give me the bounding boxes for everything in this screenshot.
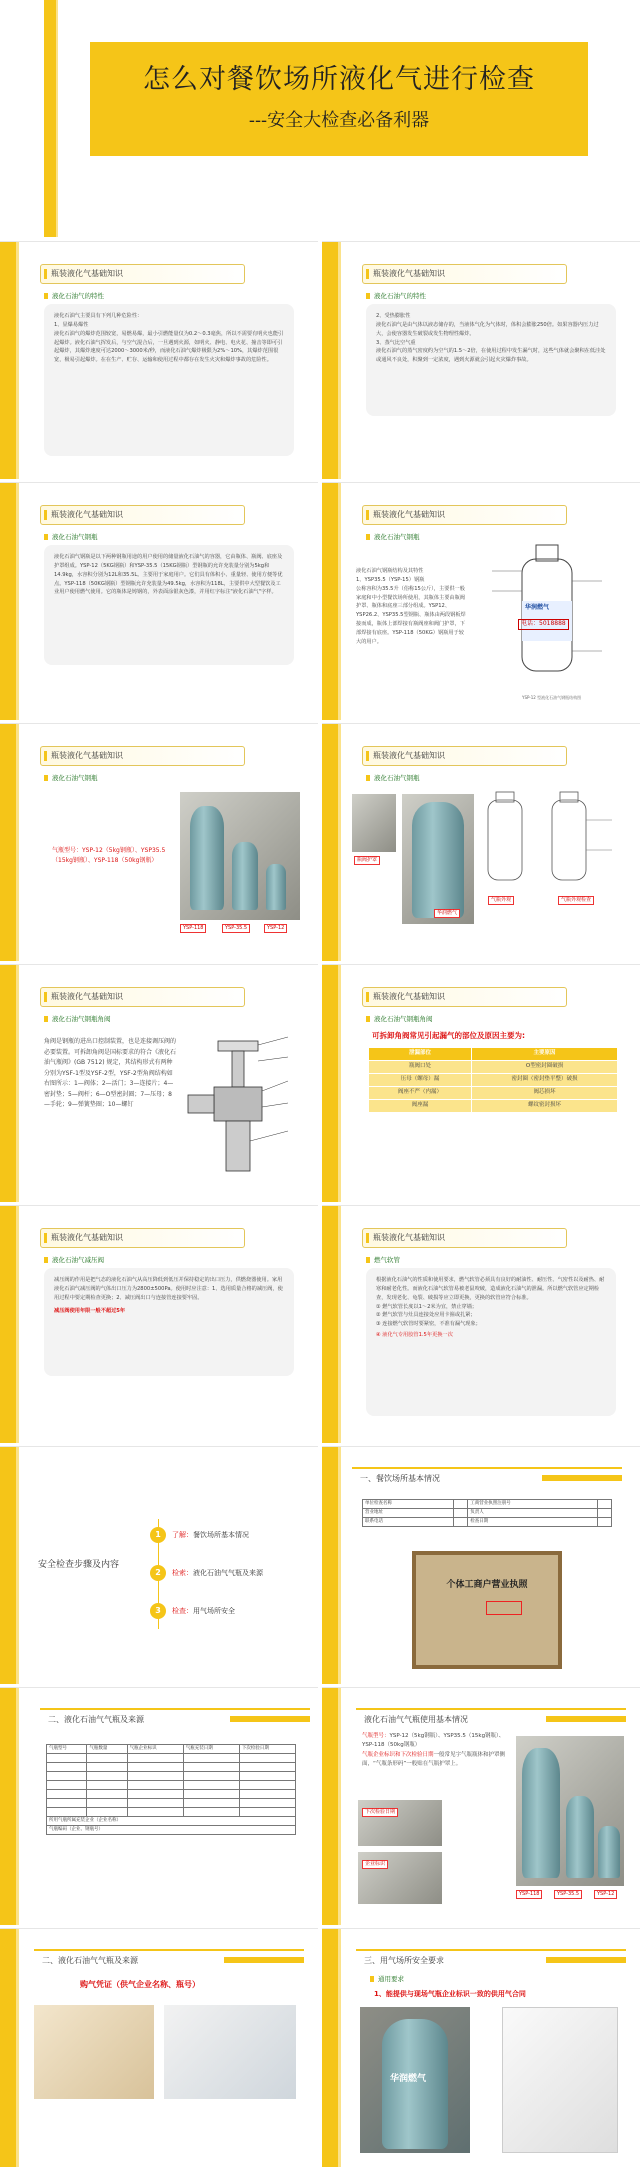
slide-bar-light bbox=[16, 1929, 19, 2167]
slide-purchase-voucher bbox=[0, 1928, 318, 2167]
slide-lpg-properties-1 bbox=[0, 241, 318, 479]
table-row bbox=[369, 1099, 618, 1112]
cover-subtitle: ---安全大检查必备利器 bbox=[248, 110, 430, 131]
leak-cause: 阀芯损坏 bbox=[472, 1086, 618, 1099]
slide-bar bbox=[322, 965, 338, 1202]
table-row bbox=[47, 1772, 296, 1781]
step-2 bbox=[150, 1565, 263, 1581]
regulator-text: 减压阀的作用是把气态的液化石油气从高压降低到低压并保持稳定的出口压力，供燃烧器使用。家用液化石油气减压阀的气体出口压力为2800±500Pa。使用时应注意：1、选用质量合格的减压阀，使用过程中要定期检查更换；2、减压阀出口与连接管连接要牢固。 bbox=[54, 1277, 283, 1301]
cylinder-photo bbox=[402, 794, 474, 924]
leak-part: 阀座不严（内漏） bbox=[369, 1086, 472, 1099]
table-cell bbox=[454, 1518, 468, 1527]
leak-cause: O型密封圈破损 bbox=[472, 1060, 618, 1073]
table-header-cell: 气瓶型号 bbox=[47, 1745, 87, 1754]
label-ysp118: YSP-118 bbox=[180, 924, 206, 933]
slide-tag: 瓶装液化气基础知识 bbox=[362, 1228, 567, 1248]
cover-title: 怎么对餐饮场所液化气进行检查 bbox=[143, 64, 535, 95]
table-header bbox=[47, 1745, 296, 1754]
label-ysp118: YSP-118 bbox=[516, 1890, 542, 1899]
cover-stripe bbox=[44, 0, 56, 237]
slide-bar-light bbox=[338, 1688, 341, 1925]
slide-bar bbox=[0, 483, 16, 720]
cover-title-box bbox=[90, 42, 588, 156]
voucher-photo-1 bbox=[34, 2005, 154, 2099]
slide-bar bbox=[0, 1206, 16, 1443]
license-photo bbox=[412, 1551, 562, 1669]
slide-venue-info bbox=[322, 1446, 640, 1684]
cylinder-phone-label: 电话：5018888 bbox=[518, 619, 569, 630]
slide-tag: 瓶装液化气基础知识 bbox=[40, 987, 245, 1007]
mark-company-id: 企业标识 bbox=[362, 1860, 388, 1869]
slide-textbox: 2、受热膨胀性 液化石油气是由气体以液态储存的，当液体气化为气体时，体积会膨胀250倍。如果容器内压力过大，会使容器发生破裂或发生物理性爆炸。 3、蒸气比空气重 液化石油气的蒸气密度约为空气的1.5～2倍，在使用过程中发生漏气时，这些气体就会聚积在低洼处或通风不良处，积聚到一定浓度，遇到火源就会引起火灾爆炸事故。 bbox=[366, 304, 616, 416]
leak-table bbox=[368, 1047, 618, 1113]
slide-bar bbox=[0, 1447, 16, 1684]
slide-bar bbox=[322, 1929, 338, 2167]
slide-subtag: 液化石油气钢瓶 bbox=[44, 533, 98, 542]
table-row bbox=[47, 1781, 296, 1790]
slide-bar bbox=[322, 242, 338, 479]
slide-angle-valve bbox=[0, 964, 318, 1202]
steps-heading: 安全检查步骤及内容 bbox=[38, 1560, 120, 1570]
cylinder-source-table bbox=[46, 1744, 296, 1835]
slide-bar bbox=[0, 242, 16, 479]
slide-bar bbox=[0, 1929, 16, 2167]
table-cell bbox=[597, 1509, 611, 1518]
slide-bar-light bbox=[338, 965, 341, 1202]
usage-models: YSP-12（5kg钢瓶）、YSP35.5（15kg钢瓶）、YSP-118（50kg钢瓶） bbox=[362, 1733, 505, 1749]
slide-text: 角阀是钢瓶的进出口控制装置，也是连接调压阀的必要装置。可拆卸角阀是国标要求的符合《液化石油气瓶阀》(GB 7512) 规定，其结构形式有两种分别为YSF-1型及YSF-2型，YSF-2型角阀结构如右图所示：1—阀体；2—活门；3—连接片；4—密封垫；5—阀杆；6—O型密封圈；7—压母；8—手轮；9—弹簧垫圈；10—螺钉 bbox=[44, 1038, 177, 1108]
slide-bar-light bbox=[16, 965, 19, 1202]
label-ysp12: YSP-12 bbox=[264, 924, 287, 933]
requirement-title: 1、能提供与现场气瓶企业标识一致的供用气合同 bbox=[374, 1990, 526, 1998]
valve-guard-photo bbox=[352, 794, 396, 852]
slide-bar-light bbox=[16, 1688, 19, 1925]
slide-bar bbox=[0, 965, 16, 1202]
label-ysp35: YSP-35.5 bbox=[554, 1890, 582, 1899]
table-cell: 工商营业执照注册号 bbox=[468, 1500, 597, 1509]
slide-tag: 瓶装液化气基础知识 bbox=[362, 987, 567, 1007]
table-row bbox=[47, 1763, 296, 1772]
table-header-cell: 气瓶充装日期 bbox=[183, 1745, 239, 1754]
step-1 bbox=[150, 1527, 249, 1543]
slide-bar bbox=[322, 1447, 338, 1684]
table-header-cell: 气瓶企业标识 bbox=[127, 1745, 183, 1754]
table-row bbox=[47, 1817, 296, 1826]
slide-bar-light bbox=[338, 724, 341, 961]
slide-textbox bbox=[366, 1268, 616, 1416]
slide-text: 液化石油气钢瓶结构及其特性 1、YSP35.5（YSP-15）钢瓶 公称容积为35.5升（俗称15公斤），主要供一般家庭和中小型餐饮场所使用，其瓶体主要由瓶阀护罩、瓶体和底座三部分组成。YSP12、YSP26.2、YSP35.5型钢瓶、瓶体由两段钢板焊接而成，瓶体上部焊接有瓶阀座和阀门护罩，下部焊接有底座。YSP-118（50KG）钢瓶用于较大的用户。 bbox=[356, 568, 466, 645]
cylinder-body bbox=[412, 802, 464, 918]
mark-next-inspection: 下次检验日期 bbox=[362, 1808, 398, 1817]
slide-subtag: 燃气软管 bbox=[366, 1256, 400, 1265]
cylinder-medium bbox=[566, 1796, 594, 1878]
slide-subtag: 液化石油气的特性 bbox=[44, 292, 104, 301]
step-text: 餐饮场所基本情况 bbox=[193, 1531, 249, 1539]
leak-title: 可拆卸角阀常见引起漏气的部位及原因主要为: bbox=[372, 1031, 525, 1040]
cover-stripe-light bbox=[56, 0, 58, 237]
voucher-title: 购气凭证（供气企业名称、瓶号） bbox=[80, 1980, 200, 1989]
table-row bbox=[369, 1073, 618, 1086]
slide-leak-causes bbox=[322, 964, 640, 1202]
table-row bbox=[47, 1799, 296, 1808]
slide-cylinder-usage bbox=[322, 1687, 640, 1925]
slide-textbox: 液化石油气钢瓶是以下两种钢瓶用途的用户使用的储量液化石油气的容器，它由瓶体、瓶阀、底座及护罩组成。YSP-12（5KG钢瓶）和YSP-35.5（15KG钢瓶）型钢瓶的允许充装量分别为5kg和14.9kg，水容积分别为12L和35.5L。主要用于家庭用户。它们具有体积小、重量轻、使用方便等优点。YSP-118（50KG钢瓶）型钢瓶允许充装量为49.5kg，水容积为118L，主要供中大型餐饮及工业用户使用燃气使用。它的瓶体是铸钢的，外表面涂银灰色漆，并用红字标注"液化石油气"字样。 bbox=[44, 545, 294, 665]
license-title: 个体工商户营业执照 bbox=[446, 1580, 528, 1590]
cylinder-large bbox=[190, 806, 224, 910]
cylinder-large bbox=[522, 1748, 560, 1878]
marking-photo-1 bbox=[358, 1800, 442, 1846]
angle-valve-diagram bbox=[184, 1031, 299, 1181]
table-cell bbox=[454, 1500, 468, 1509]
slide-cylinder-appearance bbox=[322, 723, 640, 961]
slide-cylinder-1 bbox=[0, 482, 318, 720]
slide-bar-light bbox=[16, 483, 19, 720]
slide-bar-light bbox=[338, 1206, 341, 1443]
slide-cylinder-2 bbox=[322, 482, 640, 720]
table-footer-cell: 所用气瓶所属充装企业（企业名称） bbox=[47, 1817, 296, 1826]
venue-table bbox=[362, 1499, 612, 1527]
leak-header-part: 泄漏部位 bbox=[369, 1048, 472, 1061]
table-row bbox=[47, 1826, 296, 1835]
slide-bar-light bbox=[338, 1447, 341, 1684]
step-3 bbox=[150, 1603, 235, 1619]
table-cell: 营业地址 bbox=[363, 1509, 454, 1518]
table-cell: 单位检查名称 bbox=[363, 1500, 454, 1509]
step-key: 检索： bbox=[172, 1569, 193, 1577]
license-highlight-box bbox=[486, 1601, 522, 1615]
regulator-highlight: 减压阀使用年限一般不超过5年 bbox=[54, 1307, 126, 1314]
label-ysp12: YSP-12 bbox=[594, 1890, 617, 1899]
slide-textbox bbox=[44, 1268, 294, 1376]
slide-bar bbox=[322, 483, 338, 720]
step-key: 了解： bbox=[172, 1531, 193, 1539]
cylinder-diagram bbox=[482, 541, 612, 691]
slide-tag: 瓶装液化气基础知识 bbox=[40, 1228, 245, 1248]
table-cell bbox=[597, 1500, 611, 1509]
table-row bbox=[47, 1808, 296, 1817]
step-number: 1 bbox=[150, 1527, 166, 1543]
usage-label-model: 气瓶型号： bbox=[362, 1733, 390, 1739]
leak-header-cause: 主要原因 bbox=[472, 1048, 618, 1061]
table-cell: 负责人 bbox=[468, 1509, 597, 1518]
slide-subtag: 液化石油气钢瓶角阀 bbox=[44, 1015, 111, 1024]
slide-tag: 瓶装液化气基础知识 bbox=[362, 264, 567, 284]
slide-venue-requirements bbox=[322, 1928, 640, 2167]
slide-bar-light bbox=[16, 242, 19, 479]
label-valve-guard: 瓶阀护罩 bbox=[354, 856, 380, 865]
section-head: 液化石油气气瓶使用基本情况 bbox=[356, 1708, 626, 1728]
step-number: 2 bbox=[150, 1565, 166, 1581]
slide-cylinder-types bbox=[0, 723, 318, 961]
section-head: 二、液化石油气气瓶及来源 bbox=[34, 1949, 304, 1969]
slide-subtag: 液化石油气钢瓶 bbox=[366, 774, 420, 783]
hose-highlight: ④ 液化气专用胶管1.5年更换一次 bbox=[376, 1332, 453, 1339]
table-row bbox=[363, 1509, 612, 1518]
slide-bar bbox=[322, 1206, 338, 1443]
leak-part: 瓶阀口处 bbox=[369, 1060, 472, 1073]
table-header-cell: 下次检验日期 bbox=[239, 1745, 295, 1754]
slide-subtag: 液化石油气钢瓶 bbox=[366, 533, 420, 542]
slide-bar-light bbox=[16, 724, 19, 961]
label-brand: 华润燃气 bbox=[434, 909, 460, 918]
section-head: 三、用气场所安全要求 bbox=[356, 1949, 626, 1969]
slide-tag: 瓶装液化气基础知识 bbox=[362, 505, 567, 525]
cylinder-brand: 华润燃气 bbox=[390, 2074, 427, 2084]
step-key: 检查： bbox=[172, 1607, 193, 1615]
table-row bbox=[47, 1754, 296, 1763]
slide-subtag: 液化石油气钢瓶角阀 bbox=[366, 1015, 433, 1024]
cylinder-medium bbox=[232, 842, 258, 910]
slide-subtag: 液化石油气减压阀 bbox=[44, 1256, 104, 1265]
slide-subtag: 液化石油气的特性 bbox=[366, 292, 426, 301]
slide-bar bbox=[0, 724, 16, 961]
leak-cause: 螺纹密封损坏 bbox=[472, 1099, 618, 1112]
table-cell: 联系电话 bbox=[363, 1518, 454, 1527]
slide-cylinder-source-table bbox=[0, 1687, 318, 1925]
slide-gas-hose bbox=[322, 1205, 640, 1443]
slide-inspection-steps bbox=[0, 1446, 318, 1684]
table-row bbox=[369, 1086, 618, 1099]
slide-subtag: 通用要求 bbox=[370, 1975, 404, 1984]
slide-bar bbox=[0, 1688, 16, 1925]
usage-marking-text: 一般常见字气瓶瓶体和护罩侧面，“气瓶条形码”一般贴在气瓶护罩上。 bbox=[362, 1751, 506, 1768]
voucher-photo-2 bbox=[164, 2005, 296, 2099]
slide-bar-light bbox=[16, 1447, 19, 1684]
leak-part: 阀座漏 bbox=[369, 1099, 472, 1112]
section-head: 一、餐饮场所基本情况 bbox=[352, 1467, 622, 1487]
label-appearance: 气瓶外观 bbox=[488, 896, 514, 905]
slide-pressure-regulator bbox=[0, 1205, 318, 1443]
slide-tag: 瓶装液化气基础知识 bbox=[40, 264, 245, 284]
table-row bbox=[363, 1518, 612, 1527]
label-ysp35: YSP-35.5 bbox=[222, 924, 250, 933]
slide-bar-light bbox=[338, 242, 341, 479]
step-text: 用气场所安全 bbox=[193, 1607, 235, 1615]
table-footer-cell: 气瓶编码（企业、钢瓶号） bbox=[47, 1826, 296, 1835]
label-appearance-check: 气瓶外观检查 bbox=[558, 896, 594, 905]
slide-bar-light bbox=[338, 1929, 341, 2167]
cylinder-outline-drawings bbox=[482, 790, 622, 890]
slide-bar bbox=[322, 724, 338, 961]
section-head: 二、液化石油气气瓶及来源 bbox=[40, 1708, 310, 1728]
slide-bar-light bbox=[338, 483, 341, 720]
cover-slide bbox=[0, 0, 640, 237]
slide-bar-light bbox=[16, 1206, 19, 1443]
leak-table-header bbox=[369, 1048, 618, 1061]
contract-photo bbox=[502, 2007, 618, 2153]
cylinder-small bbox=[266, 864, 286, 910]
slide-bar bbox=[322, 1688, 338, 1925]
slide-tag: 瓶装液化气基础知识 bbox=[362, 746, 567, 766]
cylinders-photo bbox=[516, 1736, 624, 1886]
table-row bbox=[47, 1790, 296, 1799]
slide-subtag: 液化石油气钢瓶 bbox=[44, 774, 98, 783]
table-cell bbox=[597, 1518, 611, 1527]
table-row bbox=[363, 1500, 612, 1509]
hose-text: 根据液化石油气的性质和使用要求，燃气软管必须具有良好的耐油性、耐压性、气密性以及耐热、耐寒和耐老化性。而液化石油气软管易被老鼠咬破，造成液化石油气的泄漏。所以燃气软管应定期检查，发现老化、龟裂、破损等应立即更换，更换的软管应符合标准。 ① 燃气软管长度以1～2米为宜，禁止穿墙； ② 燃气软管与灶具连接处应用卡箍或扎紧； ③ 连接燃气软管时要紧密，不准有漏气现象； bbox=[376, 1277, 605, 1328]
step-number: 3 bbox=[150, 1603, 166, 1619]
slide-lpg-properties-2 bbox=[322, 241, 640, 479]
cylinders-photo bbox=[180, 792, 300, 920]
leak-part: 压母（螺母）漏 bbox=[369, 1073, 472, 1086]
diagram-caption: YSP-12 型液化石油气钢瓶结构图 bbox=[522, 695, 582, 700]
usage-label-marking: 气瓶企业标识和下次检验日期 bbox=[362, 1751, 434, 1758]
leak-cause: 密封圈（密封垫平整）破损 bbox=[472, 1073, 618, 1086]
table-cell bbox=[454, 1509, 468, 1518]
step-text: 液化石油气气瓶及来源 bbox=[193, 1569, 263, 1577]
cylinder-small bbox=[598, 1826, 620, 1878]
cylinder-models-text: 气瓶型号：YSP-12（5kg钢瓶）、YSP35.5（15kg钢瓶）、YSP-118（50kg钢瓶） bbox=[52, 847, 166, 865]
table-cell: 检查日期 bbox=[468, 1518, 597, 1527]
slide-tag: 瓶装液化气基础知识 bbox=[40, 746, 245, 766]
table-row bbox=[369, 1060, 618, 1073]
cylinder-photo bbox=[360, 2007, 470, 2153]
cylinder-brand-label: 华润燃气 bbox=[525, 604, 550, 611]
table-header-cell: 气瓶数量 bbox=[87, 1745, 127, 1754]
slide-tag: 瓶装液化气基础知识 bbox=[40, 505, 245, 525]
slide-textbox: 液化石油气主要具有下列几种危险性： 1、显爆易爆性 液化石油气的爆炸范围较宽，易燃易爆，最小引燃能量仅为0.2～0.3毫焦，所以不需要有明火也能引起爆炸。液化石油气挥发后，与空气混合后，一旦遇到火源，如明火、静电、电火花、撞击等即可引起爆炸，其爆炸速度可达2000～3000米/秒，而液化石油气爆炸极限为2%～10%，其爆炸范围很宽，极易引起爆炸。在在生产、贮存、运输和使用过程中都存在发生火灾和爆炸事故的危险性。 bbox=[44, 304, 294, 456]
usage-text bbox=[362, 1732, 512, 1769]
